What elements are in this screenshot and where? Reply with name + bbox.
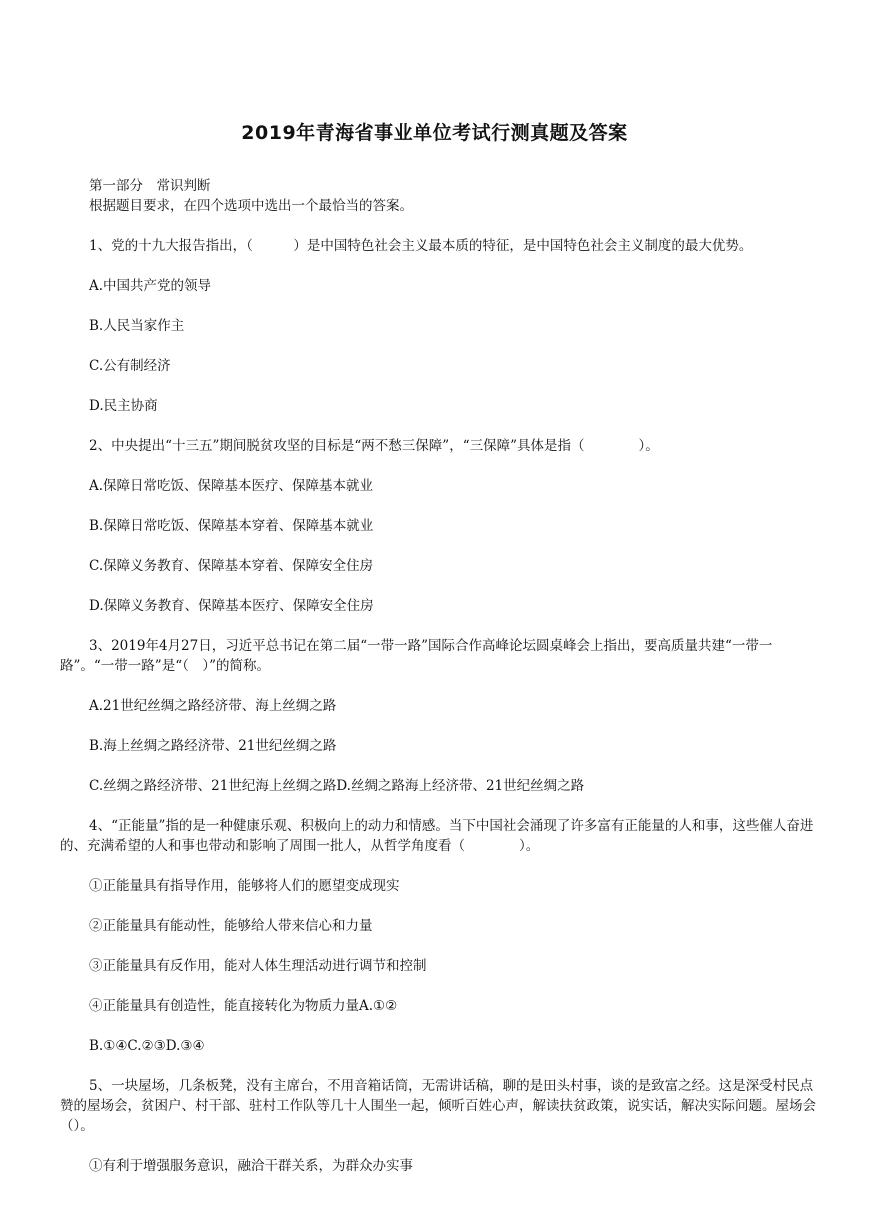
question-4-statement-1: ①正能量具有指导作用，能够将人们的愿望变成现实 — [89, 878, 400, 894]
section-instruction: 根据题目要求，在四个选项中选出一个最恰当的答案。 — [89, 198, 413, 214]
section-heading: 第一部分 常识判断 — [89, 178, 211, 194]
question-1-option-c: C.公有制经济 — [89, 358, 171, 374]
question-2-option-a: A.保障日常吃饭、保障基本医疗、保障基本就业 — [89, 478, 374, 494]
question-3-option-b: B.海上丝绸之路经济带、21世纪丝绸之路 — [89, 738, 337, 754]
question-1-option-a: A.中国共产党的领导 — [89, 278, 212, 294]
question-2-stem: 2、中央提出“十三五”期间脱贫攻坚的目标是“两不愁三保障”，“三保障”具体是指（ ）。 — [89, 438, 659, 454]
question-2-option-c: C.保障义务教育、保障基本穿着、保障安全住房 — [89, 558, 374, 574]
question-3-option-a: A.21世纪丝绸之路经济带、海上丝绸之路 — [89, 698, 337, 714]
question-4-statement-3: ③正能量具有反作用，能对人体生理活动进行调节和控制 — [89, 958, 427, 974]
question-3-stem: 3、2019年4月27日，习近平总书记在第二届“一带一路”国际合作高峰论坛圆桌峰会上指出，要高质量共建“一带一路”。“一带一路”是“（ ）”的简称。 — [60, 638, 773, 674]
question-1-option-d: D.民主协商 — [89, 398, 158, 414]
question-4-stem: 4、“正能量”指的是一种健康乐观、积极向上的动力和情感。当下中国社会涌现了许多富有正能量的人和事，这些催人奋进的、充满希望的人和事也带动和影响了周围一批人，从哲学角度看（ ）。 — [60, 818, 814, 854]
question-4-choices: B.①④C.②③D.③④ — [89, 1038, 205, 1054]
question-2-option-d: D.保障义务教育、保障基本医疗、保障安全住房 — [89, 598, 374, 614]
document-body — [60, 176, 822, 1176]
question-4-statement-4: ④正能量具有创造性，能直接转化为物质力量A.①② — [89, 998, 398, 1014]
document-title: 2019年青海省事业单位考试行测真题及答案 — [241, 122, 628, 144]
question-1-option-b: B.人民当家作主 — [89, 318, 185, 334]
question-5-statement-1: ①有利于增强服务意识，融洽干群关系，为群众办实事 — [89, 1158, 413, 1174]
question-2-option-b: B.保障日常吃饭、保障基本穿着、保障基本就业 — [89, 518, 374, 534]
question-1-stem: 1、党的十九大报告指出，（ ）是中国特色社会主义最本质的特征，是中国特色社会主义制度的最大优势。 — [89, 238, 753, 254]
question-4-statement-2: ②正能量具有能动性，能够给人带来信心和力量 — [89, 918, 373, 934]
question-3-option-cd: C.丝绸之路经济带、21世纪海上丝绸之路D.丝绸之路海上经济带、21世纪丝绸之路 — [89, 778, 585, 794]
question-5-stem: 5、一块屋场，几条板凳，没有主席台，不用音箱话筒，无需讲话稿，聊的是田头村事，谈的是致富之经。这是深受村民点赞的屋场会，贫困户、村干部、驻村工作队等几十人围坐一起，倾听百姓心声，解读扶贫政策，说实话，解决实际问题。屋场会（）。 — [60, 1078, 816, 1134]
